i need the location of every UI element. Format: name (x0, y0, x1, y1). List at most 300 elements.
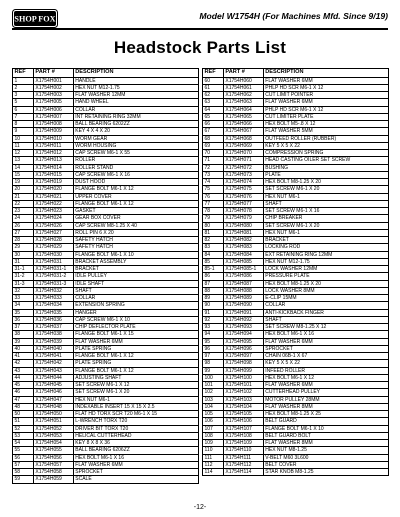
ref-cell: 75 (203, 186, 224, 193)
table-row (13, 99, 199, 106)
description-cell: FLAT WASHER 12MM (73, 92, 198, 99)
description-cell: FLAT WASHER 6MM (73, 338, 198, 345)
description-cell: STAR KNOB M8-1.25 (263, 469, 388, 476)
description-cell: FLANGE BOLT M6-1 X 10 (263, 425, 388, 432)
part-number-cell: X1754H106 (223, 418, 263, 425)
table-row (203, 237, 389, 244)
table-row (13, 171, 199, 178)
ref-cell: 53 (13, 432, 34, 439)
description-cell: FLAT WASHER 6MM (263, 99, 388, 106)
table-row (13, 440, 199, 447)
ref-cell: 19 (13, 179, 34, 186)
table-row (203, 403, 389, 410)
table-row (203, 258, 389, 265)
description-cell: SCALE (73, 476, 198, 483)
description-cell: BELT COVER (263, 461, 388, 468)
part-number-cell: X1754H069 (223, 142, 263, 149)
table-row (203, 396, 389, 403)
table-row (203, 164, 389, 171)
ref-cell: 52 (13, 425, 34, 432)
part-number-cell: X1754H035 (33, 309, 73, 316)
part-number-cell: X1754H043 (33, 367, 73, 374)
ref-cell: 56 (13, 454, 34, 461)
ref-cell: 98 (203, 360, 224, 367)
ref-cell: 22 (13, 200, 34, 207)
table-row (203, 302, 389, 309)
part-number-cell: X1754H045 (33, 382, 73, 389)
parts-table-right (202, 68, 389, 476)
description-cell: UPPER COVER (73, 193, 198, 200)
table-row (13, 258, 199, 265)
description-cell: CAP SCREW M6-1 X 10 (73, 316, 198, 323)
table-row (203, 222, 389, 229)
description-cell: PHLP HD SCR M6-1 X 12 (263, 84, 388, 91)
part-number-cell: X1754H104 (223, 403, 263, 410)
part-number-cell: X1754H029 (33, 244, 73, 251)
part-number-cell: X1754H008 (33, 121, 73, 128)
ref-cell: 114 (203, 469, 224, 476)
part-number-cell: X1754H009 (33, 128, 73, 135)
ref-cell: 39 (13, 338, 34, 345)
table-row (13, 287, 199, 294)
description-cell: FLANGE BOLT M6-1 X 12 (73, 367, 198, 374)
table-row (203, 360, 389, 367)
description-cell: FLAT WASHER 6MM (263, 338, 388, 345)
table-row (13, 324, 199, 331)
ref-cell: 67 (203, 128, 224, 135)
table-row (13, 164, 199, 171)
part-number-cell: X1754H088 (223, 287, 263, 294)
table-row (203, 440, 389, 447)
table-row (13, 229, 199, 236)
table-row (13, 92, 199, 99)
table-row (13, 396, 199, 403)
part-number-cell: X1754H111 (223, 454, 263, 461)
part-number-cell: X1754H026 (33, 222, 73, 229)
table-row (13, 135, 199, 142)
table-row (203, 251, 389, 258)
ref-cell: 42 (13, 360, 34, 367)
description-cell: CUT LIMIT POINTER (263, 92, 388, 99)
description-cell: EXTENSION SPRING (73, 302, 198, 309)
part-number-cell: X1754H005 (33, 99, 73, 106)
part-number-cell: X1754H028 (33, 237, 73, 244)
table-row (13, 179, 199, 186)
description-cell: BELT GUARD BOLT (263, 432, 388, 439)
ref-cell: 58 (13, 469, 34, 476)
table-row (13, 222, 199, 229)
table-row (203, 353, 389, 360)
part-number-cell: X1754H083 (223, 244, 263, 251)
parts-table-left (12, 68, 199, 484)
table-row (203, 461, 389, 468)
ref-cell: 26 (13, 222, 34, 229)
table-row (203, 179, 389, 186)
table-row (13, 461, 199, 468)
part-number-cell: X1754H048 (33, 403, 73, 410)
ref-cell: 90 (203, 302, 224, 309)
description-cell: CUT LIMITER PLATE (263, 113, 388, 120)
table-row (13, 237, 199, 244)
description-cell: PLATE (263, 171, 388, 178)
table-row (203, 324, 389, 331)
part-number-cell: X1754H032 (33, 287, 73, 294)
part-number-cell: X1754H011 (33, 142, 73, 149)
table-row (203, 273, 389, 280)
table-row (13, 157, 199, 164)
table-row (13, 469, 199, 476)
ref-cell: 44 (13, 374, 34, 381)
part-number-cell: X1754H052 (33, 425, 73, 432)
part-number-cell: X1754H055 (33, 447, 73, 454)
ref-cell: 46 (13, 389, 34, 396)
part-number-cell: X1754H114 (223, 469, 263, 476)
description-cell: FLAT WASHER 6MM (73, 461, 198, 468)
description-cell: SHAFT (263, 316, 388, 323)
part-number-cell: X1754H076 (223, 193, 263, 200)
description-cell: SAFETY HATCH (73, 237, 198, 244)
description-cell: HEAD CASTING OILER SET SCREW (263, 157, 388, 164)
description-cell: EXT RETAINING RING 12MM (263, 251, 388, 258)
ref-cell: 10 (13, 135, 34, 142)
table-row (203, 229, 389, 236)
ref-cell: 23 (13, 208, 34, 215)
ref-cell: 48 (13, 403, 34, 410)
description-cell: FLANGE BOLT M6-1 X 15 (73, 331, 198, 338)
part-column-header: PART # (33, 69, 73, 78)
description-cell: SPROCKET (73, 469, 198, 476)
ref-cell: 54 (13, 440, 34, 447)
description-cell: HEX BOLT M6-1 X 16 (263, 331, 388, 338)
table-row (13, 273, 199, 280)
ref-column-header: REF (203, 69, 224, 78)
table-row (203, 157, 389, 164)
description-cell: INDEXABLE INSERT 15 X 15 X 2.5 (73, 403, 198, 410)
part-number-cell: X1754H031-1 (33, 266, 73, 273)
ref-cell: 27 (13, 229, 34, 236)
ref-cell: 20 (13, 186, 34, 193)
ref-cell: 101 (203, 382, 224, 389)
part-number-cell: X1754H007 (33, 113, 73, 120)
part-number-cell: X1754H100 (223, 374, 263, 381)
description-cell: HELICAL CUTTERHEAD (73, 432, 198, 439)
part-number-cell: X1754H108 (223, 432, 263, 439)
ref-cell: 36 (13, 316, 34, 323)
part-number-cell: X1754H107 (223, 425, 263, 432)
part-number-cell: X1754H094 (223, 331, 263, 338)
description-cell: SET SCREW M8-1.25 X 12 (263, 324, 388, 331)
part-number-cell: X1754H080 (223, 222, 263, 229)
ref-cell: 107 (203, 425, 224, 432)
part-number-cell: X1754H105 (223, 411, 263, 418)
part-number-cell: X1754H110 (223, 447, 263, 454)
table-row (13, 113, 199, 120)
part-column-header: PART # (223, 69, 263, 78)
description-cell: BRACKET ASSEMBLY (73, 258, 198, 265)
description-cell: SAFETY HATCH (73, 244, 198, 251)
description-cell: KEY 5 X 5 X 22 (263, 142, 388, 149)
part-number-cell: X1754H112 (223, 461, 263, 468)
part-number-cell: X1754H072 (223, 164, 263, 171)
ref-cell: 9 (13, 128, 34, 135)
ref-cell: 63 (203, 99, 224, 106)
description-cell: SET SCREW M6-1 X 20 (263, 222, 388, 229)
table-row (203, 316, 389, 323)
ref-cell: 108 (203, 432, 224, 439)
table-row (13, 121, 199, 128)
ref-cell: 21 (13, 193, 34, 200)
ref-cell: 104 (203, 403, 224, 410)
ref-cell: 31-3 (13, 280, 34, 287)
part-number-cell: X1754H015 (33, 171, 73, 178)
table-row (13, 360, 199, 367)
ref-cell: 92 (203, 316, 224, 323)
ref-cell: 65 (203, 113, 224, 120)
description-cell: HAND WHEEL (73, 99, 198, 106)
ref-cell: 73 (203, 171, 224, 178)
table-row (203, 425, 389, 432)
ref-cell: 77 (203, 200, 224, 207)
description-cell: OUTFEED ROLLER (RUBBER) (263, 135, 388, 142)
description-cell: HEX NUT M12-1.75 (73, 84, 198, 91)
ref-cell: 79 (203, 215, 224, 222)
description-cell: BUSHING (263, 164, 388, 171)
description-cell: LOCK WASHER 12MM (263, 266, 388, 273)
table-row (13, 425, 199, 432)
part-number-cell: X1754H071 (223, 157, 263, 164)
description-cell: BELT GUARD (263, 418, 388, 425)
ref-cell: 7 (13, 113, 34, 120)
svg-text:SHOP FOX: SHOP FOX (14, 14, 56, 24)
table-row (203, 193, 389, 200)
description-cell: FLANGE BOLT M6-1 X 12 (73, 186, 198, 193)
part-number-cell: X1754H001 (33, 77, 73, 84)
description-column-header: DESCRIPTION (73, 69, 198, 78)
table-row (203, 454, 389, 461)
table-row (13, 200, 199, 207)
ref-cell: 47 (13, 396, 34, 403)
ref-cell: 35 (13, 309, 34, 316)
description-cell: LOCK WASHER 8MM (263, 287, 388, 294)
ref-cell: 2 (13, 84, 34, 91)
table-row (13, 280, 199, 287)
table-row (13, 353, 199, 360)
ref-cell: 103 (203, 396, 224, 403)
description-cell: HEX BOLT M6-1 X 12 (263, 374, 388, 381)
table-row (203, 280, 389, 287)
ref-cell: 94 (203, 331, 224, 338)
part-number-cell: X1754H050 (33, 411, 73, 418)
table-row (203, 84, 389, 91)
ref-cell: 96 (203, 345, 224, 352)
ref-cell: 3 (13, 92, 34, 99)
part-number-cell: X1754H099 (223, 367, 263, 374)
part-number-cell: X1754H020 (33, 186, 73, 193)
ref-cell: 24 (13, 215, 34, 222)
table-row (203, 99, 389, 106)
part-number-cell: X1754H081 (223, 229, 263, 236)
table-row (203, 150, 389, 157)
description-cell: LOCKING ROD (263, 244, 388, 251)
ref-cell: 11 (13, 142, 34, 149)
part-number-cell: X1754H041 (33, 353, 73, 360)
ref-cell: 68 (203, 135, 224, 142)
ref-cell: 71 (203, 157, 224, 164)
part-number-cell: X1754H061 (223, 84, 263, 91)
description-cell: HEX BOLT M8-1.25 X 20 (263, 280, 388, 287)
part-number-cell: X1754H091 (223, 309, 263, 316)
table-row (13, 244, 199, 251)
description-cell: COMPRESSION SPRING (263, 150, 388, 157)
shop-fox-logo (12, 9, 58, 28)
part-number-cell: X1754H057 (33, 461, 73, 468)
description-cell: HEX NUT M8-1.25 (263, 447, 388, 454)
table-row (13, 208, 199, 215)
part-number-cell: X1754H031-2 (33, 273, 73, 280)
table-row (203, 432, 389, 439)
ref-cell: 12 (13, 150, 34, 157)
description-cell: HEX BOLT M5-.8 X 12 (263, 121, 388, 128)
part-number-cell: X1754H097 (223, 353, 263, 360)
ref-cell: 87 (203, 280, 224, 287)
table-row (203, 309, 389, 316)
table-row (203, 244, 389, 251)
part-number-cell: X1754H031-3 (33, 280, 73, 287)
part-number-cell: X1754H024 (33, 215, 73, 222)
description-cell: FLAT WASHER 5MM (263, 128, 388, 135)
part-number-cell: X1754H031 (33, 258, 73, 265)
table-row (13, 128, 199, 135)
description-cell: ROLL PIN 6 X 20 (73, 229, 198, 236)
table-row (13, 345, 199, 352)
ref-cell: 8 (13, 121, 34, 128)
ref-cell: 109 (203, 440, 224, 447)
description-cell: FLANGE BOLT M6-1 X 12 (73, 200, 198, 207)
description-cell: HANDLE (73, 77, 198, 84)
table-row (13, 367, 199, 374)
part-number-cell: X1754H040 (33, 345, 73, 352)
part-number-cell: X1754H098 (223, 360, 263, 367)
description-cell: ADJUSTING SHAFT (73, 374, 198, 381)
page-title: Headstock Parts List (113, 38, 287, 57)
description-cell: SET SCREW M6-1 X 20 (73, 389, 198, 396)
part-number-cell: X1754H074 (223, 179, 263, 186)
table-row (203, 447, 389, 454)
ref-cell: 50 (13, 411, 34, 418)
ref-cell: 31 (13, 258, 34, 265)
table-row (13, 382, 199, 389)
part-number-cell: X1754H051 (33, 418, 73, 425)
ref-cell: 111 (203, 454, 224, 461)
table-row (203, 338, 389, 345)
ref-cell: 85-1 (203, 266, 224, 273)
description-cell: FLAT WASHER 8MM (263, 403, 388, 410)
table-row (13, 251, 199, 258)
ref-cell: 51 (13, 418, 34, 425)
part-number-cell: X1754H062 (223, 92, 263, 99)
description-cell: SHAFT (263, 200, 388, 207)
part-number-cell: X1754H003 (33, 92, 73, 99)
table-row (203, 200, 389, 207)
ref-cell: 31-2 (13, 273, 34, 280)
table-row (203, 367, 389, 374)
part-number-cell: X1754H047 (33, 396, 73, 403)
ref-cell: 93 (203, 324, 224, 331)
table-row (203, 374, 389, 381)
description-cell: SHAFT (73, 287, 198, 294)
description-cell: FLAT WASHER 6MM (263, 77, 388, 84)
part-number-cell: X1754H066 (223, 121, 263, 128)
table-row (203, 411, 389, 418)
description-cell: GASKET (73, 208, 198, 215)
description-cell: IDLE SHAFT (73, 280, 198, 287)
part-number-cell: X1754H096 (223, 345, 263, 352)
description-cell: COLLAR (73, 106, 198, 113)
table-row (13, 106, 199, 113)
table-row (13, 418, 199, 425)
part-number-cell: X1754H036 (33, 316, 73, 323)
part-number-cell: X1754H022 (33, 200, 73, 207)
ref-cell: 13 (13, 157, 34, 164)
table-row (13, 338, 199, 345)
part-number-cell: X1754H021 (33, 193, 73, 200)
table-row (13, 309, 199, 316)
table-row (203, 266, 389, 273)
part-number-cell: X1754H034 (33, 302, 73, 309)
description-cell: DUST HOOD (73, 179, 198, 186)
description-cell: FLAT WASHER 8MM (263, 440, 388, 447)
ref-cell: 61 (203, 84, 224, 91)
description-cell: DRIVER BIT TORX T20 (73, 425, 198, 432)
description-cell: ROLLER STAND (73, 164, 198, 171)
table-row (13, 84, 199, 91)
table-row (203, 135, 389, 142)
table-row (203, 142, 389, 149)
description-cell: HEX BOLT M6-1 X 16 (73, 454, 198, 461)
description-cell: SET SCREW M6-1 X 16 (263, 208, 388, 215)
description-cell: FLAT WASHER 6MM (263, 382, 388, 389)
ref-cell: 6 (13, 106, 34, 113)
ref-cell: 55 (13, 447, 34, 454)
part-number-cell: X1754H053 (33, 432, 73, 439)
table-row (13, 193, 199, 200)
ref-cell: 34 (13, 302, 34, 309)
table-row (203, 113, 389, 120)
ref-cell: 110 (203, 447, 224, 454)
ref-cell: 69 (203, 142, 224, 149)
ref-cell: 41 (13, 353, 34, 360)
description-cell: IDLE PULLEY (73, 273, 198, 280)
ref-cell: 100 (203, 374, 224, 381)
part-number-cell: X1754H086 (223, 273, 263, 280)
part-number-cell: X1754H093 (223, 324, 263, 331)
ref-cell: 86 (203, 273, 224, 280)
description-cell: HEX NUT M6-1 (263, 193, 388, 200)
table-row (13, 142, 199, 149)
table-row (13, 150, 199, 157)
table-row (203, 295, 389, 302)
description-cell: CHIP DEFLECTOR PLATE (73, 324, 198, 331)
ref-cell: 105 (203, 411, 224, 418)
part-number-cell: X1754H101 (223, 382, 263, 389)
table-row (13, 389, 199, 396)
part-number-cell: X1754H056 (33, 454, 73, 461)
description-cell: ANTI-KICKBACK FINGER (263, 309, 388, 316)
description-cell: FLANGE BOLT M6-1 X 12 (73, 353, 198, 360)
description-cell: GEAR BOX COVER (73, 215, 198, 222)
ref-cell: 91 (203, 309, 224, 316)
part-number-cell: X1754H067 (223, 128, 263, 135)
